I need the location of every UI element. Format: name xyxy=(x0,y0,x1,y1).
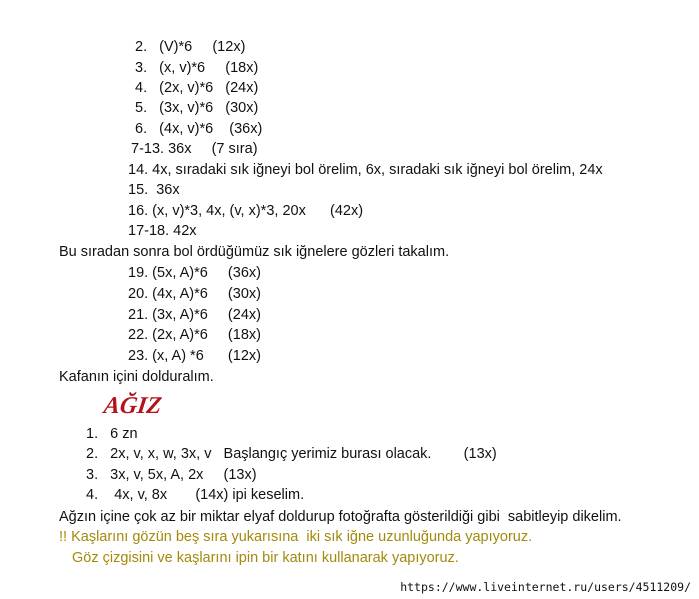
head-row: 3. (x, v)*6 (18x) xyxy=(135,60,259,76)
note-fill: Kafanın içini dolduralım. xyxy=(59,369,214,385)
decrease-row: 19. (5x, A)*6 (36x) xyxy=(128,265,261,281)
head-row: 7-13. 36x (7 sıra) xyxy=(131,141,258,157)
mouth-row: 1. 6 zn xyxy=(86,426,138,442)
head-row: 14. 4x, sıradaki sık iğneyi bol örelim, 6x, sıradaki sık iğneyi bol örelim, 24x xyxy=(128,162,603,178)
brow-note: !! Kaşlarını gözün beş sıra yukarısına iki sık iğne uzunluğunda yapıyoruz. xyxy=(59,529,533,545)
head-row: 5. (3x, v)*6 (30x) xyxy=(135,100,259,116)
head-row: 17-18. 42x xyxy=(128,223,197,239)
note-mouth: Ağzın içine çok az bir miktar elyaf doldurup fotoğrafta gösterildiği gibi sabitleyip dikelim. xyxy=(59,509,622,525)
mouth-row: 4. 4x, v, 8x (14x) ipi keselim. xyxy=(86,487,305,503)
head-row: 16. (x, v)*3, 4x, (v, x)*3, 20x (42x) xyxy=(128,203,364,219)
note-transfer: Bu sıradan sonra bol ördüğümüz sık iğnelere gözleri takalım. xyxy=(59,244,450,260)
mouth-row: 3. 3x, v, 5x, A, 2x (13x) xyxy=(86,467,257,483)
head-row: 4. (2x, v)*6 (24x) xyxy=(135,80,259,96)
eye-line-note: Göz çizgisini ve kaşlarını ipin bir katını kullanarak yapıyoruz. xyxy=(72,550,459,566)
mouth-title: AĞIZ xyxy=(102,393,164,419)
head-row: 2. (V)*6 (12x) xyxy=(135,39,246,55)
head-row: 15. 36x xyxy=(128,182,180,198)
source-url: https://www.liveinternet.ru/users/4511209/ xyxy=(400,580,691,594)
decrease-row: 23. (x, A) *6 (12x) xyxy=(128,348,261,364)
head-row: 6. (4x, v)*6 (36x) xyxy=(135,121,263,137)
mouth-row: 2. 2x, v, x, w, 3x, v Başlangıç yerimiz burası olacak. (13x) xyxy=(86,446,497,462)
decrease-row: 20. (4x, A)*6 (30x) xyxy=(128,286,261,302)
decrease-row: 22. (2x, A)*6 (18x) xyxy=(128,327,261,343)
decrease-row: 21. (3x, A)*6 (24x) xyxy=(128,307,261,323)
